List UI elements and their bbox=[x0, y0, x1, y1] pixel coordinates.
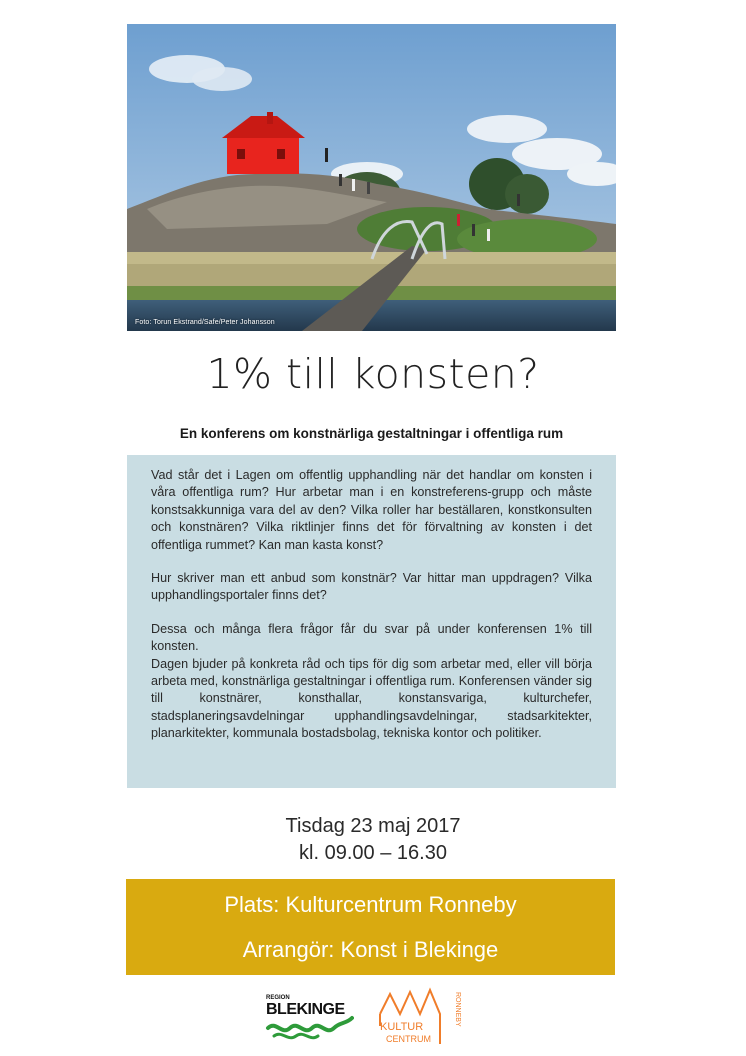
info-paragraph-1: Vad står det i Lagen om offentlig upphandling när det handlar om konsten i våra offentliga rum? Hur arbetar man i en konstreferens-grupp och måste konstsakkunniga vara del av den? Vilka roller har beställaren, konstkonsulten och konstnären? Vilka riktlinjer finns det för förvaltning av konsten i det offentliga rummet? Kan man kasta konst? bbox=[151, 468, 592, 552]
hero-photo bbox=[127, 24, 616, 331]
logo-kultur-bottom: CENTRUM bbox=[386, 1034, 431, 1044]
logo-kultur-top: KULTUR bbox=[380, 1021, 424, 1033]
venue-banner bbox=[126, 879, 615, 975]
event-time: kl. 09.00 – 16.30 bbox=[299, 842, 447, 864]
info-box bbox=[127, 455, 616, 788]
event-datetime bbox=[0, 813, 746, 867]
info-paragraph-3: Dessa och många flera frågor får du svar på under konferensen 1% till konsten. bbox=[151, 621, 592, 654]
region-blekinge-logo bbox=[264, 990, 354, 1042]
logo-region-small: REGION bbox=[266, 995, 290, 1001]
venue-organizer: Arrangör: Konst i Blekinge bbox=[242, 937, 499, 962]
logo-region-name: BLEKINGE bbox=[266, 1001, 345, 1018]
island-landscape-image bbox=[127, 24, 616, 331]
event-date: Tisdag 23 maj 2017 bbox=[285, 815, 461, 837]
info-paragraph-4: Dagen bjuder på konkreta råd och tips för dig som arbetar med, eller vill börja arbeta med, konstnärliga gestaltningar i offentliga rum. Konferensen vänder sig till konstnärer, konsthallar, konstansvariga, kulturchefer, stadsplaneringsavdelningar upphandlingsavdelningar, stadsarkitekter, planarkitekter, kommunala bostadsbolag, tekniska kontor och politiker. bbox=[151, 656, 592, 741]
kulturcentrum-ronneby-logo bbox=[376, 986, 466, 1046]
info-paragraph-2: Hur skriver man ett anbud som konstnär? Var hittar man uppdragen? Vilka upphandlingsportaler finns det? bbox=[151, 571, 592, 603]
logo-kultur-side: RONNEBY bbox=[454, 992, 461, 1027]
page-subtitle: En konferens om konstnärliga gestaltningar i offentliga rum bbox=[179, 426, 564, 441]
venue-place: Plats: Kulturcentrum Ronneby bbox=[224, 892, 517, 917]
page-title: 1% till konsten? bbox=[206, 350, 540, 398]
photo-credit: Foto: Torun Ekstrand/Safe/Peter Johansson bbox=[135, 319, 275, 326]
